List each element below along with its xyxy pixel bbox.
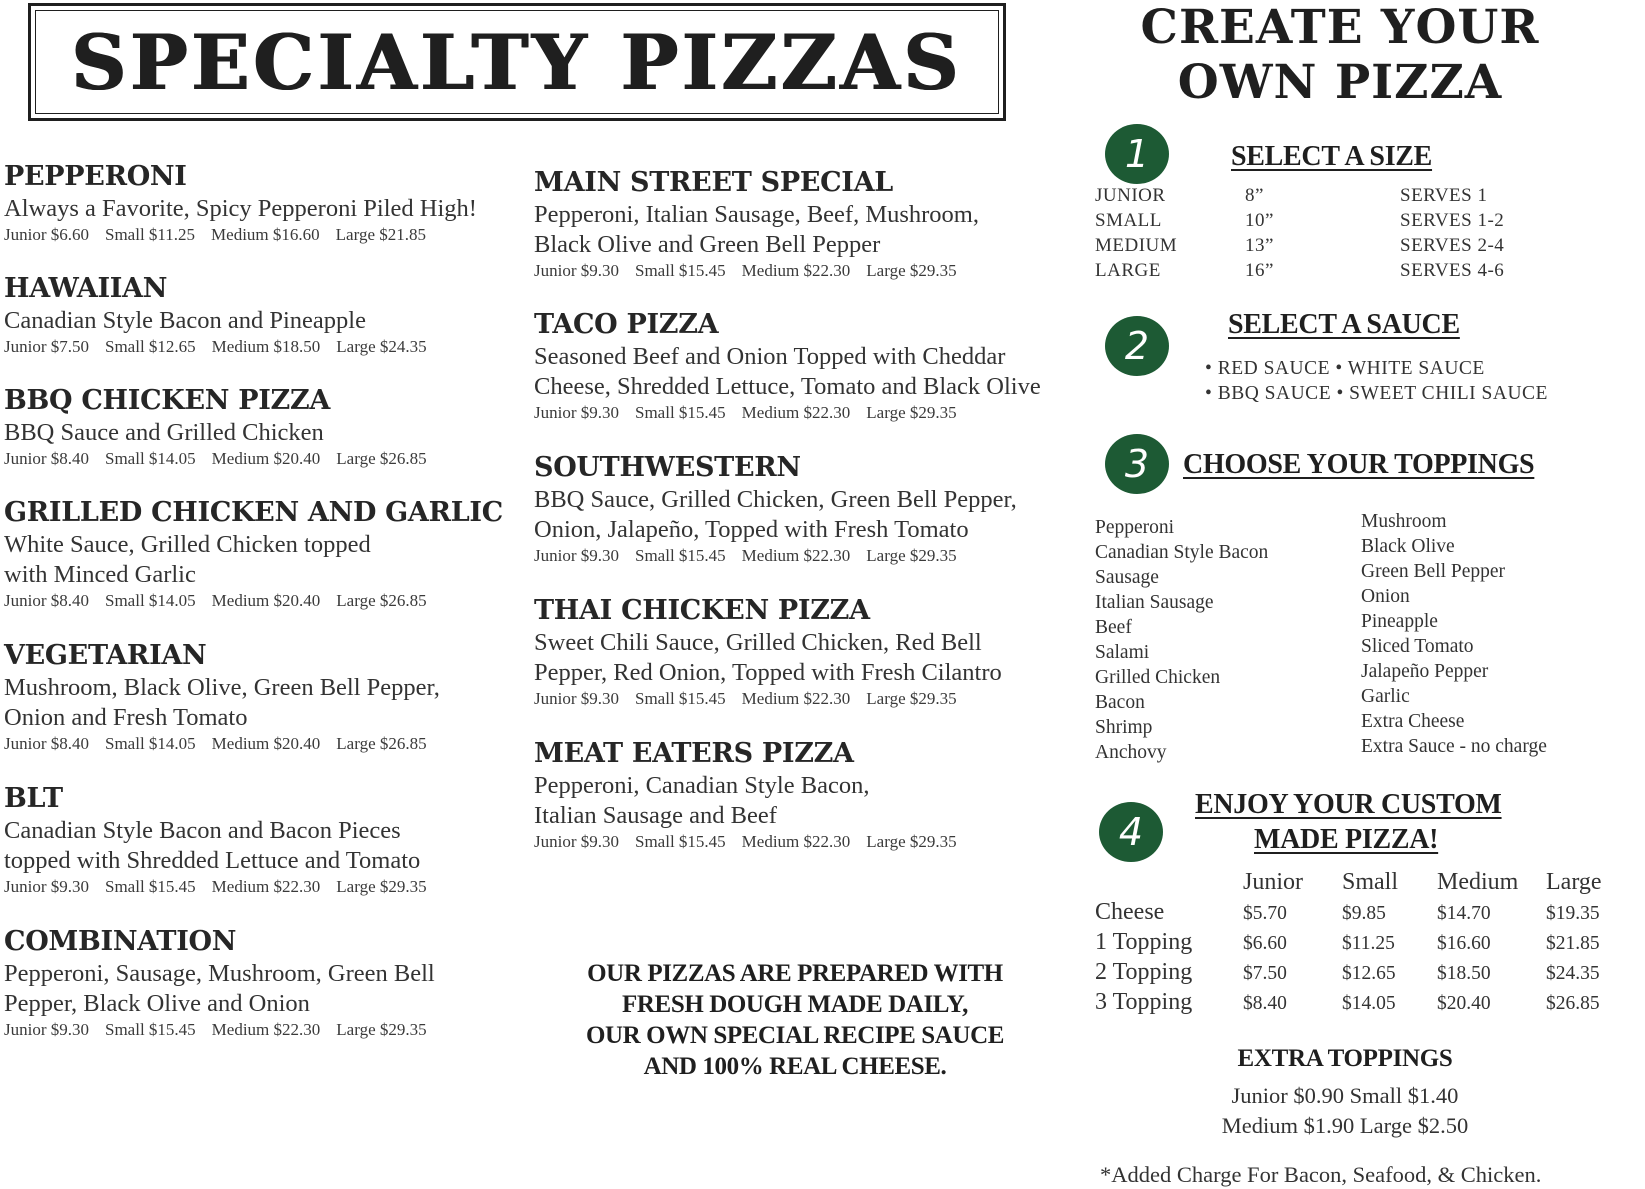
pizza-description: Pepper, Black Olive and Onion bbox=[4, 990, 310, 1017]
topping-item: Anchovy bbox=[1095, 742, 1167, 763]
pizza-prices bbox=[4, 448, 504, 470]
extra-toppings-title: EXTRA TOPPINGS bbox=[1237, 1045, 1453, 1072]
create-title bbox=[1100, 0, 1580, 110]
price-table-cell: $21.85 bbox=[1546, 933, 1600, 954]
pizza-description: with Minced Garlic bbox=[4, 561, 196, 588]
pizza-price: Large $24.35 bbox=[336, 337, 427, 356]
size-inches: 8” bbox=[1245, 185, 1264, 206]
pizza-price: Junior $6.60 bbox=[4, 225, 89, 244]
pizza-description: Sweet Chili Sauce, Grilled Chicken, Red Bell bbox=[534, 629, 982, 656]
extra-toppings-line: Junior $0.90 Small $1.40 bbox=[1231, 1083, 1459, 1108]
pizza-prices bbox=[4, 336, 504, 358]
pizza-price: Small $15.45 bbox=[635, 689, 726, 708]
pizza-item bbox=[534, 737, 1034, 853]
pizza-price: Medium $18.50 bbox=[211, 337, 321, 356]
pizza-item bbox=[4, 496, 504, 612]
pizza-name: VEGETARIAN bbox=[4, 640, 207, 671]
pizza-price: Medium $22.30 bbox=[741, 546, 851, 565]
topping-item: Shrimp bbox=[1095, 717, 1153, 738]
pizza-price: Junior $8.40 bbox=[4, 591, 89, 610]
pizza-prices bbox=[4, 1019, 504, 1041]
pizza-item bbox=[534, 308, 1041, 424]
pizza-prices bbox=[534, 831, 1034, 853]
pizza-price: Junior $9.30 bbox=[534, 832, 619, 851]
pizza-description: Italian Sausage and Beef bbox=[534, 802, 777, 829]
price-table-cell: $26.85 bbox=[1546, 993, 1600, 1014]
pizza-prices bbox=[534, 545, 1034, 567]
pizza-price: Large $29.35 bbox=[866, 832, 957, 851]
pizza-price: Large $26.85 bbox=[336, 591, 427, 610]
pizza-name: HAWAIIAN bbox=[4, 273, 168, 304]
pizza-name: BLT bbox=[4, 783, 63, 814]
topping-item: Grilled Chicken bbox=[1095, 667, 1221, 688]
price-table-row-label: 3 Topping bbox=[1095, 989, 1193, 1015]
pizza-price: Junior $9.30 bbox=[534, 403, 619, 422]
topping-item: Jalapeño Pepper bbox=[1361, 661, 1489, 682]
pizza-prices bbox=[534, 688, 1034, 710]
pizza-price: Junior $7.50 bbox=[4, 337, 89, 356]
sauce-list-line: • BBQ SAUCE • SWEET CHILI SAUCE bbox=[1205, 383, 1548, 404]
topping-item: Pepperoni bbox=[1095, 517, 1175, 538]
price-table-cell: $14.05 bbox=[1342, 993, 1396, 1014]
specialty-banner bbox=[28, 3, 1006, 121]
pizza-prices bbox=[4, 590, 504, 612]
pizza-price: Small $11.25 bbox=[105, 225, 196, 244]
pizza-item bbox=[4, 639, 504, 755]
pizza-description: BBQ Sauce, Grilled Chicken, Green Bell Pepper, bbox=[534, 486, 1017, 513]
step-2-heading: SELECT A SAUCE bbox=[1228, 309, 1460, 340]
price-table-header: Junior bbox=[1243, 869, 1303, 895]
price-table-cell: $11.25 bbox=[1342, 933, 1395, 954]
pizza-price: Large $26.85 bbox=[336, 449, 427, 468]
topping-item: Green Bell Pepper bbox=[1361, 561, 1506, 582]
price-table-cell: $16.60 bbox=[1437, 933, 1491, 954]
pizza-price: Medium $22.30 bbox=[211, 1020, 321, 1039]
pizza-price: Medium $20.40 bbox=[211, 449, 321, 468]
step-4-badge: 4 bbox=[1099, 802, 1163, 862]
pizza-description: Mushroom, Black Olive, Green Bell Pepper, bbox=[4, 674, 440, 701]
pizza-price: Medium $22.30 bbox=[741, 403, 851, 422]
pizza-item bbox=[4, 384, 504, 470]
pizza-price: Medium $22.30 bbox=[211, 877, 321, 896]
pizza-name: TACO PIZZA bbox=[534, 309, 719, 340]
size-row bbox=[1095, 260, 1515, 285]
pizza-item bbox=[4, 782, 504, 898]
pizza-description: Pepper, Red Onion, Topped with Fresh Cilantro bbox=[534, 659, 1002, 686]
pizza-price: Large $29.35 bbox=[866, 689, 957, 708]
pizza-price: Large $29.35 bbox=[866, 261, 957, 280]
size-name: LARGE bbox=[1095, 260, 1161, 281]
tagline-line: OUR PIZZAS ARE PREPARED WITH bbox=[587, 960, 1003, 987]
pizza-price: Junior $9.30 bbox=[4, 877, 89, 896]
size-serves: SERVES 4-6 bbox=[1400, 260, 1505, 281]
pizza-price: Small $15.45 bbox=[635, 261, 726, 280]
pizza-price: Small $15.45 bbox=[105, 877, 196, 896]
pizza-item bbox=[534, 166, 1034, 282]
pizza-description: topped with Shredded Lettuce and Tomato bbox=[4, 847, 421, 874]
pizza-item bbox=[4, 160, 504, 246]
pizza-name: GRILLED CHICKEN AND GARLIC bbox=[4, 497, 503, 528]
create-title-line: CREATE YOUR bbox=[1140, 0, 1540, 55]
size-row bbox=[1095, 210, 1515, 235]
price-table-cell: $9.85 bbox=[1342, 903, 1386, 924]
price-table-header: Small bbox=[1342, 869, 1399, 895]
step-3-badge: 3 bbox=[1105, 434, 1169, 494]
topping-item: Mushroom bbox=[1361, 511, 1447, 532]
pizza-item bbox=[4, 925, 504, 1041]
pizza-name: BBQ CHICKEN PIZZA bbox=[4, 385, 331, 416]
pizza-name: MEAT EATERS PIZZA bbox=[534, 738, 854, 769]
pizza-description: Pepperoni, Canadian Style Bacon, bbox=[534, 772, 870, 799]
topping-item: Canadian Style Bacon bbox=[1095, 542, 1269, 563]
topping-item: Italian Sausage bbox=[1095, 592, 1214, 613]
price-table-row-label: 2 Topping bbox=[1095, 959, 1193, 985]
step-4-heading-line-2: MADE PIZZA! bbox=[1254, 824, 1439, 855]
price-table-cell: $7.50 bbox=[1243, 963, 1287, 984]
size-name: SMALL bbox=[1095, 210, 1162, 231]
pizza-price: Small $14.05 bbox=[105, 591, 196, 610]
pizza-price: Large $29.35 bbox=[336, 877, 427, 896]
pizza-price: Large $26.85 bbox=[336, 734, 427, 753]
step-2-badge: 2 bbox=[1105, 316, 1169, 376]
pizza-name: MAIN STREET SPECIAL bbox=[534, 167, 893, 198]
pizza-prices bbox=[4, 876, 504, 898]
pizza-description: Cheese, Shredded Lettuce, Tomato and Black Olive bbox=[534, 373, 1041, 400]
size-inches: 10” bbox=[1245, 210, 1274, 231]
pizza-price: Medium $16.60 bbox=[211, 225, 320, 244]
pizza-name: COMBINATION bbox=[4, 926, 237, 957]
tagline bbox=[555, 958, 1035, 1082]
pizza-price: Small $14.05 bbox=[105, 449, 196, 468]
pizza-price: Medium $22.30 bbox=[741, 832, 851, 851]
topping-item: Sliced Tomato bbox=[1361, 636, 1474, 657]
price-table-cell: $12.65 bbox=[1342, 963, 1396, 984]
pizza-description: Onion, Jalapeño, Topped with Fresh Tomato bbox=[534, 516, 969, 543]
pizza-item bbox=[534, 594, 1034, 710]
pizza-description: Black Olive and Green Bell Pepper bbox=[534, 231, 881, 258]
price-table-cell: $14.70 bbox=[1437, 903, 1491, 924]
pizza-prices bbox=[534, 402, 1034, 424]
step-1-heading: SELECT A SIZE bbox=[1231, 141, 1433, 172]
price-table-row-label: 1 Topping bbox=[1095, 929, 1193, 955]
pizza-name: PEPPERONI bbox=[4, 161, 187, 192]
topping-item: Beef bbox=[1095, 617, 1132, 638]
topping-item: Extra Cheese bbox=[1361, 711, 1465, 732]
pizza-price: Large $21.85 bbox=[335, 225, 426, 244]
pizza-prices bbox=[4, 224, 504, 246]
pizza-price: Small $12.65 bbox=[105, 337, 196, 356]
pizza-description: Canadian Style Bacon and Bacon Pieces bbox=[4, 817, 401, 844]
create-title-line: OWN PIZZA bbox=[1177, 55, 1503, 110]
price-table-cell: $20.40 bbox=[1437, 993, 1491, 1014]
pizza-price: Medium $22.30 bbox=[741, 689, 851, 708]
size-inches: 13” bbox=[1245, 235, 1274, 256]
price-table-cell: $18.50 bbox=[1437, 963, 1491, 984]
price-table-header: Medium bbox=[1437, 869, 1519, 895]
pizza-price: Junior $8.40 bbox=[4, 449, 89, 468]
pizza-price: Large $29.35 bbox=[866, 403, 957, 422]
price-table-row-label: Cheese bbox=[1095, 899, 1165, 925]
pizza-price: Small $14.05 bbox=[105, 734, 196, 753]
pizza-price: Junior $9.30 bbox=[534, 546, 619, 565]
pizza-description: BBQ Sauce and Grilled Chicken bbox=[4, 419, 324, 446]
size-inches: 16” bbox=[1245, 260, 1274, 281]
price-table-cell: $19.35 bbox=[1546, 903, 1600, 924]
pizza-price: Large $29.35 bbox=[336, 1020, 427, 1039]
topping-item: Sausage bbox=[1095, 567, 1159, 588]
price-table-cell: $6.60 bbox=[1243, 933, 1287, 954]
price-table-cell: $24.35 bbox=[1546, 963, 1600, 984]
pizza-price: Medium $22.30 bbox=[741, 261, 851, 280]
topping-item: Garlic bbox=[1361, 686, 1410, 707]
step-3-heading: CHOOSE YOUR TOPPINGS bbox=[1183, 449, 1535, 480]
pizza-description: Onion and Fresh Tomato bbox=[4, 704, 248, 731]
tagline-line: OUR OWN SPECIAL RECIPE SAUCE bbox=[585, 1022, 1005, 1049]
pizza-prices bbox=[4, 733, 504, 755]
size-name: MEDIUM bbox=[1095, 235, 1178, 256]
topping-item: Bacon bbox=[1095, 692, 1145, 713]
pizza-price: Small $15.45 bbox=[635, 832, 726, 851]
price-table-cell: $5.70 bbox=[1243, 903, 1287, 924]
pizza-description: Always a Favorite, Spicy Pepperoni Piled High! bbox=[4, 195, 477, 222]
topping-item: Salami bbox=[1095, 642, 1150, 663]
pizza-name: SOUTHWESTERN bbox=[534, 452, 801, 483]
size-row bbox=[1095, 235, 1515, 260]
step-1-badge: 1 bbox=[1105, 124, 1169, 184]
topping-item: Black Olive bbox=[1361, 536, 1455, 557]
price-table-header: Large bbox=[1546, 869, 1602, 895]
size-row bbox=[1095, 185, 1515, 210]
pizza-price: Medium $20.40 bbox=[211, 591, 321, 610]
pizza-price: Small $15.45 bbox=[635, 546, 726, 565]
sauce-list-line: • RED SAUCE • WHITE SAUCE bbox=[1205, 358, 1485, 379]
footnote: *Added Charge For Bacon, Seafood, & Chicken. bbox=[1100, 1162, 1542, 1187]
topping-item: Pineapple bbox=[1361, 611, 1438, 632]
price-table-cell: $8.40 bbox=[1243, 993, 1287, 1014]
topping-item: Extra Sauce - no charge bbox=[1361, 736, 1547, 757]
pizza-price: Small $15.45 bbox=[635, 403, 726, 422]
pizza-description: Pepperoni, Italian Sausage, Beef, Mushroom, bbox=[534, 201, 979, 228]
size-name: JUNIOR bbox=[1095, 185, 1166, 206]
topping-item: Onion bbox=[1361, 586, 1410, 607]
pizza-price: Junior $9.30 bbox=[534, 261, 619, 280]
size-serves: SERVES 1-2 bbox=[1400, 210, 1505, 231]
size-serves: SERVES 1 bbox=[1400, 185, 1488, 206]
step-4-heading-line-1: ENJOY YOUR CUSTOM bbox=[1195, 789, 1502, 820]
tagline-line: FRESH DOUGH MADE DAILY, bbox=[622, 991, 968, 1018]
pizza-prices bbox=[534, 260, 1034, 282]
pizza-description: White Sauce, Grilled Chicken topped bbox=[4, 531, 371, 558]
specialty-title: SPECIALTY PIZZAS bbox=[71, 17, 963, 107]
pizza-item bbox=[534, 451, 1034, 567]
tagline-line: AND 100% REAL CHEESE. bbox=[643, 1053, 947, 1080]
pizza-description: Seasoned Beef and Onion Topped with Cheddar bbox=[534, 343, 1006, 370]
pizza-description: Pepperoni, Sausage, Mushroom, Green Bell bbox=[4, 960, 435, 987]
pizza-description: Canadian Style Bacon and Pineapple bbox=[4, 307, 366, 334]
pizza-price: Medium $20.40 bbox=[211, 734, 321, 753]
pizza-price: Junior $8.40 bbox=[4, 734, 89, 753]
extra-toppings-line: Medium $1.90 Large $2.50 bbox=[1221, 1113, 1469, 1138]
pizza-item bbox=[4, 272, 504, 358]
pizza-name: THAI CHICKEN PIZZA bbox=[534, 595, 870, 626]
pizza-price: Junior $9.30 bbox=[534, 689, 619, 708]
size-serves: SERVES 2-4 bbox=[1400, 235, 1505, 256]
pizza-price: Large $29.35 bbox=[866, 546, 957, 565]
pizza-price: Junior $9.30 bbox=[4, 1020, 89, 1039]
pizza-price: Small $15.45 bbox=[105, 1020, 196, 1039]
